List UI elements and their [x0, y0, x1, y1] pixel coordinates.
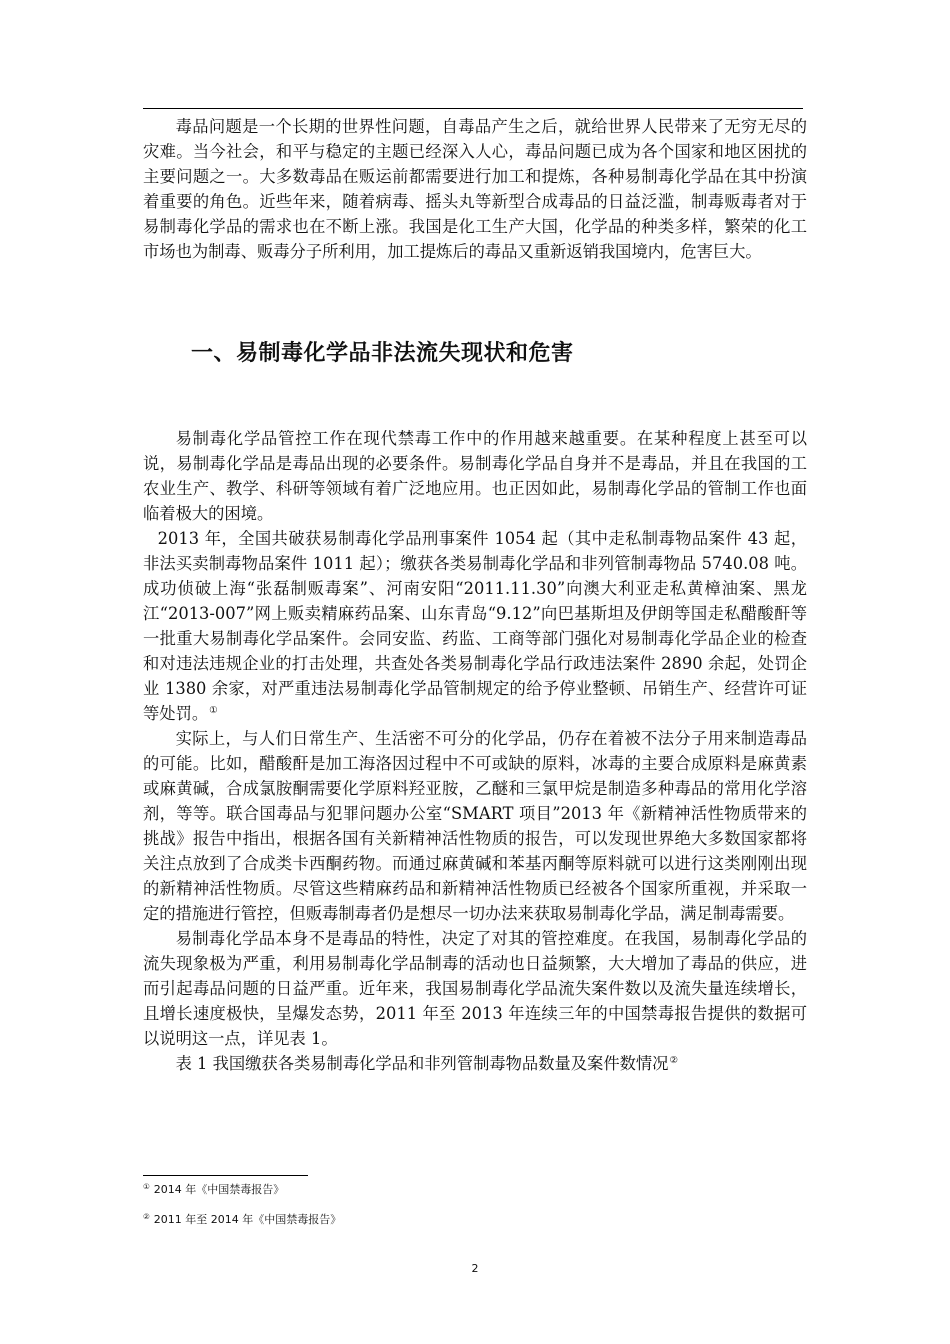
paragraph-4: 易制毒化学品本身不是毒品的特性，决定了对其的管控难度。在我国，易制毒化学品的流失现象极为严重，利用易制毒化学品制毒的活动也日益频繁，大大增加了毒品的供应，进而引起毒品问题的日益严重。近年来，我国易制毒化学品流失案件数以及流失量连续增长，且增长速度极快，呈爆发态势，2011 年至 2013 年连续三年的中国禁毒报告提供的数据可以说明这一点，详见表 1。 — [143, 929, 807, 1048]
paragraph-3: 实际上，与人们日常生产、生活密不可分的化学品，仍存在着被不法分子用来制造毒品的可能。比如，醋酸酐是加工海洛因过程中不可或缺的原料，冰毒的主要合成原料是麻黄素或麻黄碱，合成氯胺酮需要化学原料羟亚胺，乙醚和三氯甲烷是制造多种毒品的常用化学溶剂，等等。联合国毒品与犯罪问题办公室“SMART 项目”2013 年《新精神活性物质带来的挑战》报告中指出，根据各国有关新精神活性物质的报告，可以发现世界绝大多数国家都将关注点放到了合成类卡西酮药物。而通过麻黄碱和苯基丙酮等原料就可以进行这类刚刚出现的新精神活性物质。尽管这些精麻药品和新精神活性物质已经被各个国家所重视，并采取一定的措施进行管控，但贩毒制毒者仍是想尽一切办法来获取易制毒化学品，满足制毒需要。 — [143, 729, 807, 923]
section-body — [143, 426, 807, 1076]
footnote-1-mark: ① — [143, 1182, 150, 1191]
footnote-1-text: 2014 年《中国禁毒报告》 — [153, 1183, 285, 1196]
intro-block — [143, 114, 807, 264]
footnote-separator — [143, 1175, 308, 1176]
paragraph-1: 易制毒化学品管控工作在现代禁毒工作中的作用越来越重要。在某种程度上甚至可以说，易制毒化学品是毒品出现的必要条件。易制毒化学品自身并不是毒品，并且在我国的工农业生产、教学、科研等领域有着广泛地应用。也正因如此，易制毒化学品的管制工作也面临着极大的困境。 — [143, 429, 807, 523]
table-caption-text: 表 1 我国缴获各类易制毒化学品和非列管制毒物品数量及案件数情况 — [175, 1054, 669, 1073]
footnote-ref-1[interactable]: ① — [209, 705, 218, 716]
paragraph-2-text: 2013 年，全国共破获易制毒化学品刑事案件 1054 起（其中走私制毒物品案件 43 起，非法买卖制毒物品案件 1011 起）；缴获各类易制毒化学品和非列管制毒物品 5740.08 吨。成功侦破上海“张磊制贩毒案”、河南安阳“2011.11.30”向澳大利亚走私黄樟油案、黑龙江“2013-007”网上贩卖精麻药品案、山东青岛“9.12”向巴基斯坦及伊朗等国走私醋酸酐等一批重大易制毒化学品案件。会同安监、药监、工商等部门强化对易制毒化学品企业的检查和对违法违规企业的打击处理，共查处各类易制毒化学品行政违法案件 2890 余起，处罚企业 1380 余家，对严重违法易制毒化学品管制规定的给予停业整顿、吊销生产、经营许可证等处罚。 — [143, 529, 807, 723]
footnote-2 — [143, 1213, 341, 1227]
intro-paragraph: 毒品问题是一个长期的世界性问题，自毒品产生之后，就给世界人民带来了无穷无尽的灾难。当今社会，和平与稳定的主题已经深入人心，毒品问题已成为各个国家和地区困扰的主要问题之一。大多数毒品在贩运前都需要进行加工和提炼，各种易制毒化学品在其中扮演着重要的角色。近些年来，随着病毒、摇头丸等新型合成毒品的日益泛滥，制毒贩毒者对于易制毒化学品的需求也在不断上涨。我国是化工生产大国，化学品的种类多样，繁荣的化工市场也为制毒、贩毒分子所利用，加工提炼后的毒品又重新返销我国境内，危害巨大。 — [143, 117, 807, 261]
page-number: 2 — [471, 1262, 479, 1275]
footnote-1 — [143, 1183, 284, 1197]
paragraph-2 — [143, 526, 807, 726]
footnote-2-text: 2011 年至 2014 年《中国禁毒报告》 — [153, 1213, 342, 1226]
header-rule — [143, 108, 803, 109]
section-heading: 一、易制毒化学品非法流失现状和危害 — [191, 341, 574, 366]
footnote-ref-2[interactable]: ② — [669, 1055, 678, 1066]
footnote-2-mark: ② — [143, 1212, 150, 1221]
table-caption — [143, 1051, 807, 1076]
